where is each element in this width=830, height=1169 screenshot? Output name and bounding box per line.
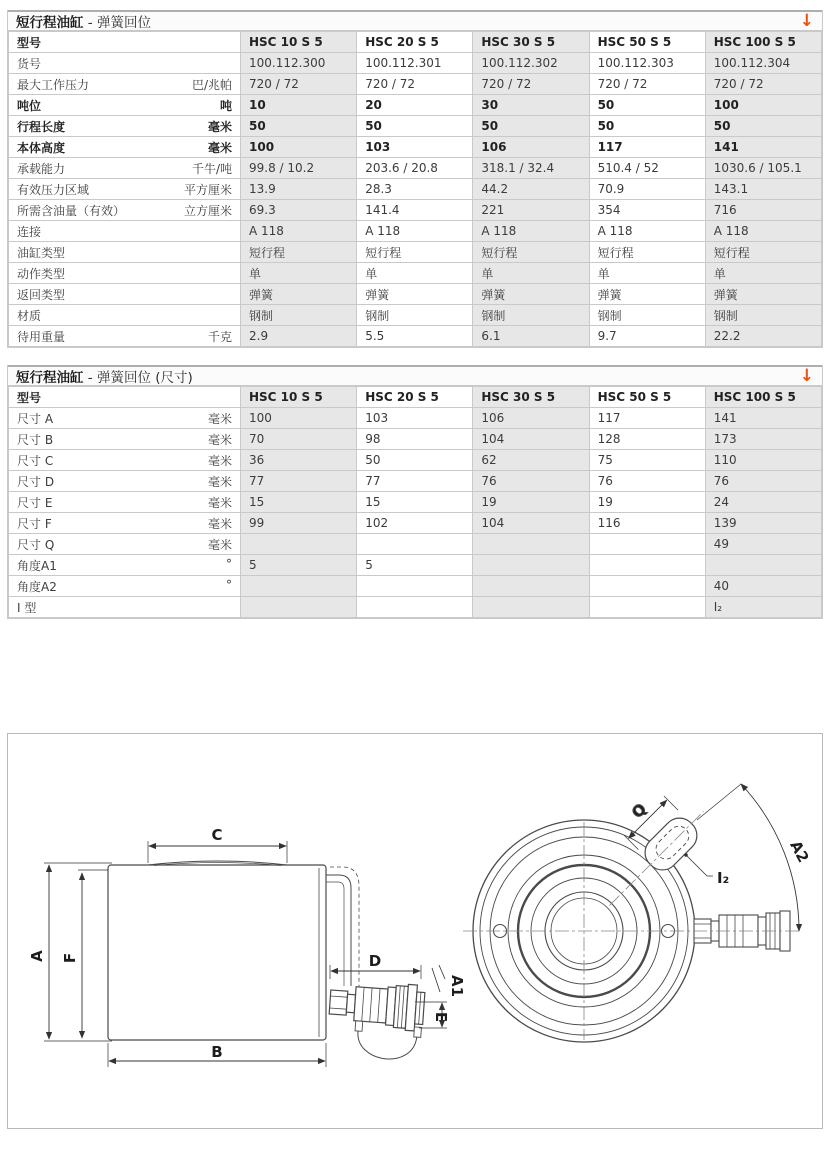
value-cell: 5 [241, 555, 357, 576]
value-cell: 44.2 [473, 179, 589, 200]
section-spec-table [7, 10, 823, 348]
value-cell: 100 [705, 95, 821, 116]
row-unit: ° [226, 556, 232, 571]
row-label: 角度A1 [17, 558, 57, 573]
value-cell: 100.112.300 [241, 53, 357, 74]
value-cell: 50 [589, 95, 705, 116]
value-cell [473, 555, 589, 576]
down-arrow-icon[interactable]: ↓ [799, 366, 814, 386]
value-cell: 9.7 [589, 326, 705, 347]
value-cell: 49 [705, 534, 821, 555]
value-cell: 1030.6 / 105.1 [705, 158, 821, 179]
value-cell [241, 534, 357, 555]
row-label-cell [9, 576, 241, 597]
value-cell: 106 [473, 408, 589, 429]
row-label: 尺寸 A [17, 411, 54, 426]
row-label: 尺寸 F [17, 516, 52, 531]
value-cell: 19 [473, 492, 589, 513]
table1-title-bar [8, 10, 822, 31]
value-cell: 720 / 72 [473, 74, 589, 95]
row-label: 尺寸 Q [17, 537, 55, 552]
value-cell: 单 [589, 263, 705, 284]
row-label: 承载能力 [17, 161, 66, 176]
dim-label-Q: Q [628, 799, 651, 822]
value-cell [357, 534, 473, 555]
row-label: 最大工作压力 [17, 77, 90, 92]
value-cell: 50 [473, 116, 589, 137]
value-cell: 50 [357, 116, 473, 137]
value-cell: 117 [589, 408, 705, 429]
dim-label-C: C [211, 826, 223, 844]
value-cell: 100.112.302 [473, 53, 589, 74]
row-unit: 毫米 [207, 537, 232, 552]
value-cell: 15 [241, 492, 357, 513]
header-label-cell: 型号 [9, 387, 241, 408]
dimension-table [8, 386, 822, 618]
value-cell: 354 [589, 200, 705, 221]
value-cell: 510.4 / 52 [589, 158, 705, 179]
value-cell: 720 / 72 [589, 74, 705, 95]
table1-subtitle: - 弹簧回位 [83, 15, 151, 31]
model-header-cell: HSC 50 S 5 [589, 32, 705, 53]
value-cell: A 118 [705, 221, 821, 242]
row-label-cell [9, 534, 241, 555]
value-cell: 短行程 [473, 242, 589, 263]
side-view-dimensions [44, 841, 447, 1067]
value-cell: 钢制 [589, 305, 705, 326]
row-label-cell [9, 263, 241, 284]
table-row [9, 74, 822, 95]
value-cell: A 118 [241, 221, 357, 242]
value-cell: 143.1 [705, 179, 821, 200]
value-cell: 弹簧 [705, 284, 821, 305]
value-cell: 50 [357, 450, 473, 471]
value-cell: 钢制 [357, 305, 473, 326]
value-cell: 50 [589, 116, 705, 137]
table-row [9, 179, 822, 200]
header-label-cell: 型号 [9, 32, 241, 53]
table-row [9, 242, 822, 263]
value-cell: 13.9 [241, 179, 357, 200]
model-header-cell: HSC 100 S 5 [705, 32, 821, 53]
value-cell: 720 / 72 [705, 74, 821, 95]
row-unit: 平方厘米 [183, 182, 232, 197]
row-label: 货号 [17, 56, 42, 71]
model-header-cell: HSC 20 S 5 [357, 32, 473, 53]
technical-drawing [7, 733, 823, 1129]
row-label-cell [9, 200, 241, 221]
row-unit: 毫米 [207, 474, 232, 489]
lanyard-wire [356, 1031, 417, 1061]
value-cell: 318.1 / 32.4 [473, 158, 589, 179]
value-cell: 单 [473, 263, 589, 284]
value-cell: 128 [589, 429, 705, 450]
row-unit: 毫米 [207, 495, 232, 510]
table-row [9, 200, 822, 221]
table-row [9, 576, 822, 597]
value-cell: 141 [705, 137, 821, 158]
value-cell: 104 [473, 513, 589, 534]
row-label-cell [9, 74, 241, 95]
row-label-cell [9, 53, 241, 74]
table2-subtitle: - 弹簧回位 (尺寸) [83, 370, 193, 386]
row-unit: 吨 [219, 98, 232, 113]
value-cell: 短行程 [241, 242, 357, 263]
value-cell: 70.9 [589, 179, 705, 200]
row-unit: 千克 [207, 329, 232, 344]
dim-label-D: D [368, 952, 382, 970]
value-cell: 36 [241, 450, 357, 471]
value-cell: 5 [357, 555, 473, 576]
value-cell [473, 597, 589, 618]
table-row [9, 408, 822, 429]
row-label-cell [9, 555, 241, 576]
row-unit: 毫米 [207, 516, 232, 531]
value-cell: A 118 [589, 221, 705, 242]
table-row [9, 137, 822, 158]
datasheet-page [0, 10, 830, 1129]
value-cell: 100 [241, 137, 357, 158]
model-header-cell: HSC 10 S 5 [241, 32, 357, 53]
value-cell: 22.2 [705, 326, 821, 347]
row-label-cell [9, 221, 241, 242]
value-cell [473, 534, 589, 555]
value-cell: 117 [589, 137, 705, 158]
row-label: 行程长度 [17, 119, 66, 134]
table-row [9, 53, 822, 74]
value-cell [705, 555, 821, 576]
value-cell [589, 534, 705, 555]
row-label: 尺寸 B [17, 432, 54, 447]
cylinder-drawing [8, 734, 823, 1129]
value-cell: 单 [241, 263, 357, 284]
value-cell: 103 [357, 137, 473, 158]
row-label: 所需含油量（有效） [17, 203, 126, 218]
row-label: 吨位 [17, 98, 42, 113]
value-cell [589, 597, 705, 618]
value-cell: 弹簧 [357, 284, 473, 305]
table-row [9, 116, 822, 137]
value-cell: 15 [357, 492, 473, 513]
model-header-cell: HSC 30 S 5 [473, 387, 589, 408]
dim-arc-A2 [741, 784, 799, 931]
value-cell: 77 [241, 471, 357, 492]
row-label: 角度A2 [17, 579, 57, 594]
value-cell: 50 [705, 116, 821, 137]
value-cell: 221 [473, 200, 589, 221]
value-cell [357, 576, 473, 597]
value-cell: 50 [241, 116, 357, 137]
row-label-cell [9, 242, 241, 263]
value-cell: 102 [357, 513, 473, 534]
row-label: 材质 [17, 308, 42, 323]
table-row [9, 513, 822, 534]
leader-I2 [686, 855, 713, 876]
row-label-cell [9, 284, 241, 305]
value-cell [589, 576, 705, 597]
value-cell: 单 [357, 263, 473, 284]
row-unit: 毫米 [207, 411, 232, 426]
value-cell: 弹簧 [589, 284, 705, 305]
row-label: 尺寸 C [17, 453, 54, 468]
value-cell: 141.4 [357, 200, 473, 221]
value-cell: 100.112.303 [589, 53, 705, 74]
value-cell: 103 [357, 408, 473, 429]
value-cell: 10 [241, 95, 357, 116]
row-label: 尺寸 D [17, 474, 55, 489]
value-cell: 116 [589, 513, 705, 534]
table-row [9, 534, 822, 555]
row-label: 尺寸 E [17, 495, 53, 510]
value-cell: 40 [705, 576, 821, 597]
value-cell: 76 [589, 471, 705, 492]
dim-ticks-A1 [432, 965, 445, 992]
value-cell: 75 [589, 450, 705, 471]
dim-label-A2: A2 [786, 837, 813, 866]
row-label-cell [9, 95, 241, 116]
value-cell: 141 [705, 408, 821, 429]
value-cell [357, 597, 473, 618]
table-row [9, 555, 822, 576]
dim-label-E: E [432, 1011, 450, 1023]
value-cell: 69.3 [241, 200, 357, 221]
row-unit: 毫米 [207, 140, 232, 155]
row-unit: 立方厘米 [183, 203, 232, 218]
down-arrow-icon[interactable]: ↓ [799, 11, 814, 31]
value-cell: 99.8 / 10.2 [241, 158, 357, 179]
value-cell [241, 597, 357, 618]
value-cell: 110 [705, 450, 821, 471]
value-cell: 104 [473, 429, 589, 450]
dim-label-F: F [61, 952, 79, 964]
value-cell: 短行程 [705, 242, 821, 263]
table-row [9, 221, 822, 242]
row-unit: 千牛/吨 [191, 161, 232, 176]
value-cell: 99 [241, 513, 357, 534]
row-label: I 型 [17, 600, 37, 615]
row-label-cell [9, 326, 241, 347]
dim-label-A1: A1 [448, 974, 466, 998]
table-row [9, 305, 822, 326]
value-cell [241, 576, 357, 597]
table-row [9, 492, 822, 513]
value-cell: 24 [705, 492, 821, 513]
model-header-cell: HSC 20 S 5 [357, 387, 473, 408]
table1-title: 短行程油缸 [16, 15, 84, 31]
value-cell [589, 555, 705, 576]
value-cell: 100.112.301 [357, 53, 473, 74]
table-row [9, 471, 822, 492]
value-cell: 单 [705, 263, 821, 284]
value-cell: I₂ [705, 597, 821, 618]
spec-table [8, 31, 822, 347]
row-unit: 毫米 [207, 453, 232, 468]
header-row [9, 32, 822, 53]
value-cell [473, 576, 589, 597]
row-label-cell [9, 305, 241, 326]
top-view [463, 773, 800, 1042]
section-dimension-table [7, 365, 823, 619]
row-label-cell [9, 492, 241, 513]
row-label: 连接 [17, 224, 42, 239]
table-row [9, 326, 822, 347]
row-label: 返回类型 [17, 287, 66, 302]
model-header-cell: HSC 50 S 5 [589, 387, 705, 408]
row-label-cell [9, 513, 241, 534]
model-header-cell: HSC 30 S 5 [473, 32, 589, 53]
row-label-cell [9, 116, 241, 137]
cylinder-body [108, 865, 326, 1040]
table2-title: 短行程油缸 [16, 370, 84, 386]
value-cell: 5.5 [357, 326, 473, 347]
row-unit: 巴/兆帕 [191, 77, 232, 92]
table-row [9, 429, 822, 450]
row-label-cell [9, 429, 241, 450]
value-cell: 76 [705, 471, 821, 492]
table-row [9, 158, 822, 179]
table2-title-bar [8, 365, 822, 386]
table-row [9, 284, 822, 305]
value-cell: 720 / 72 [241, 74, 357, 95]
value-cell: 716 [705, 200, 821, 221]
row-unit: ° [226, 577, 232, 592]
row-unit: 毫米 [207, 432, 232, 447]
model-header-cell: HSC 10 S 5 [241, 387, 357, 408]
row-label-cell [9, 597, 241, 618]
value-cell: A 118 [357, 221, 473, 242]
header-row [9, 387, 822, 408]
value-cell: 77 [357, 471, 473, 492]
row-label-cell [9, 450, 241, 471]
value-cell: 106 [473, 137, 589, 158]
value-cell: 100 [241, 408, 357, 429]
value-cell: 19 [589, 492, 705, 513]
dim-label-I2: I₂ [717, 869, 730, 887]
value-cell: 30 [473, 95, 589, 116]
value-cell: 2.9 [241, 326, 357, 347]
row-label: 动作类型 [17, 266, 66, 281]
value-cell: 短行程 [357, 242, 473, 263]
row-unit: 毫米 [207, 119, 232, 134]
value-cell: 62 [473, 450, 589, 471]
value-cell: 钢制 [705, 305, 821, 326]
row-label-cell [9, 471, 241, 492]
value-cell: 短行程 [589, 242, 705, 263]
row-label-cell [9, 179, 241, 200]
value-cell: 139 [705, 513, 821, 534]
table-row [9, 450, 822, 471]
value-cell: A 118 [473, 221, 589, 242]
value-cell: 70 [241, 429, 357, 450]
dim-label-A: A [28, 950, 46, 962]
dim-label-B: B [211, 1043, 223, 1061]
row-label: 待用重量 [17, 329, 66, 344]
row-label-cell [9, 408, 241, 429]
value-cell: 76 [473, 471, 589, 492]
row-label: 油缸类型 [17, 245, 66, 260]
value-cell: 钢制 [241, 305, 357, 326]
value-cell: 173 [705, 429, 821, 450]
row-label: 有效压力区域 [17, 182, 90, 197]
value-cell: 钢制 [473, 305, 589, 326]
row-label: 本体高度 [17, 140, 66, 155]
value-cell: 98 [357, 429, 473, 450]
value-cell: 6.1 [473, 326, 589, 347]
value-cell: 100.112.304 [705, 53, 821, 74]
table-row [9, 263, 822, 284]
value-cell: 720 / 72 [357, 74, 473, 95]
row-label-cell [9, 137, 241, 158]
value-cell: 弹簧 [241, 284, 357, 305]
value-cell: 203.6 / 20.8 [357, 158, 473, 179]
model-header-cell: HSC 100 S 5 [705, 387, 821, 408]
table-row [9, 597, 822, 618]
value-cell: 弹簧 [473, 284, 589, 305]
lanyard-crimp [355, 1021, 363, 1031]
row-label-cell [9, 158, 241, 179]
value-cell: 20 [357, 95, 473, 116]
value-cell: 28.3 [357, 179, 473, 200]
side-coupler [326, 979, 425, 1061]
table-row [9, 95, 822, 116]
